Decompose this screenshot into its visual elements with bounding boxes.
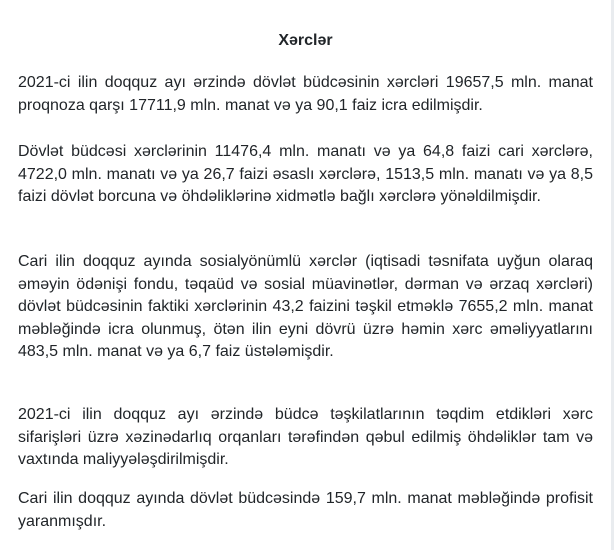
- paragraph-surplus: Cari ilin doqquz ayında dövlət büdcəsində 159,7 mln. manat məbləğində profisit yaranmışdır.: [18, 490, 593, 530]
- section-heading: Xərclər: [278, 32, 333, 49]
- paragraph-social-expenditure: Cari ilin doqquz ayında sosialyönümlü xərclər (iqtisadi təsnifata uyğun olaraq əməyin ödənişi fondu, təqaüd və sosial müavinətlər, dərman və ərzaq xərcləri) dövlət büdcəsinin faktiki xərclərinin 43,2 faizini təşkil etməklə 7655,2 mln. manat məbləğində icra olunmuş, ötən ilin eyni dövrü üzrə həmin xərc əməliyyatlarını 483,5 mln. manat və ya 6,7 faiz üstələmişdir.: [18, 253, 593, 360]
- paragraph-expenditure-structure: Dövlət büdcəsi xərclərinin 11476,4 mln. manatı və ya 64,8 faizi cari xərclərə, 4722,0 mln. manatı və ya 26,7 faizi əsaslı xərclərə, 1513,5 mln. manatı və ya 8,5 faizi dövlət borcuna və öhdəliklərinə xidmətlə bağlı xərclərə yönəldilmişdir.: [18, 143, 593, 205]
- paragraph-treasury-obligations: 2021-ci ilin doqquz ayı ərzində büdcə təşkilatlarının təqdim etdikləri xərc sifarişləri üzrə xəzinədarlıq orqanları tərəfindən qəbul edilmiş öhdəliklər tam və vaxtında maliyyələşdirilmişdir.: [18, 406, 593, 468]
- paragraph-total-expenditure: 2021-ci ilin doqquz ayı ərzində dövlət büdcəsinin xərcləri 19657,5 mln. manat proqnoza qarşı 17711,9 mln. manat və ya 90,1 faiz icra edilmişdir.: [18, 74, 593, 114]
